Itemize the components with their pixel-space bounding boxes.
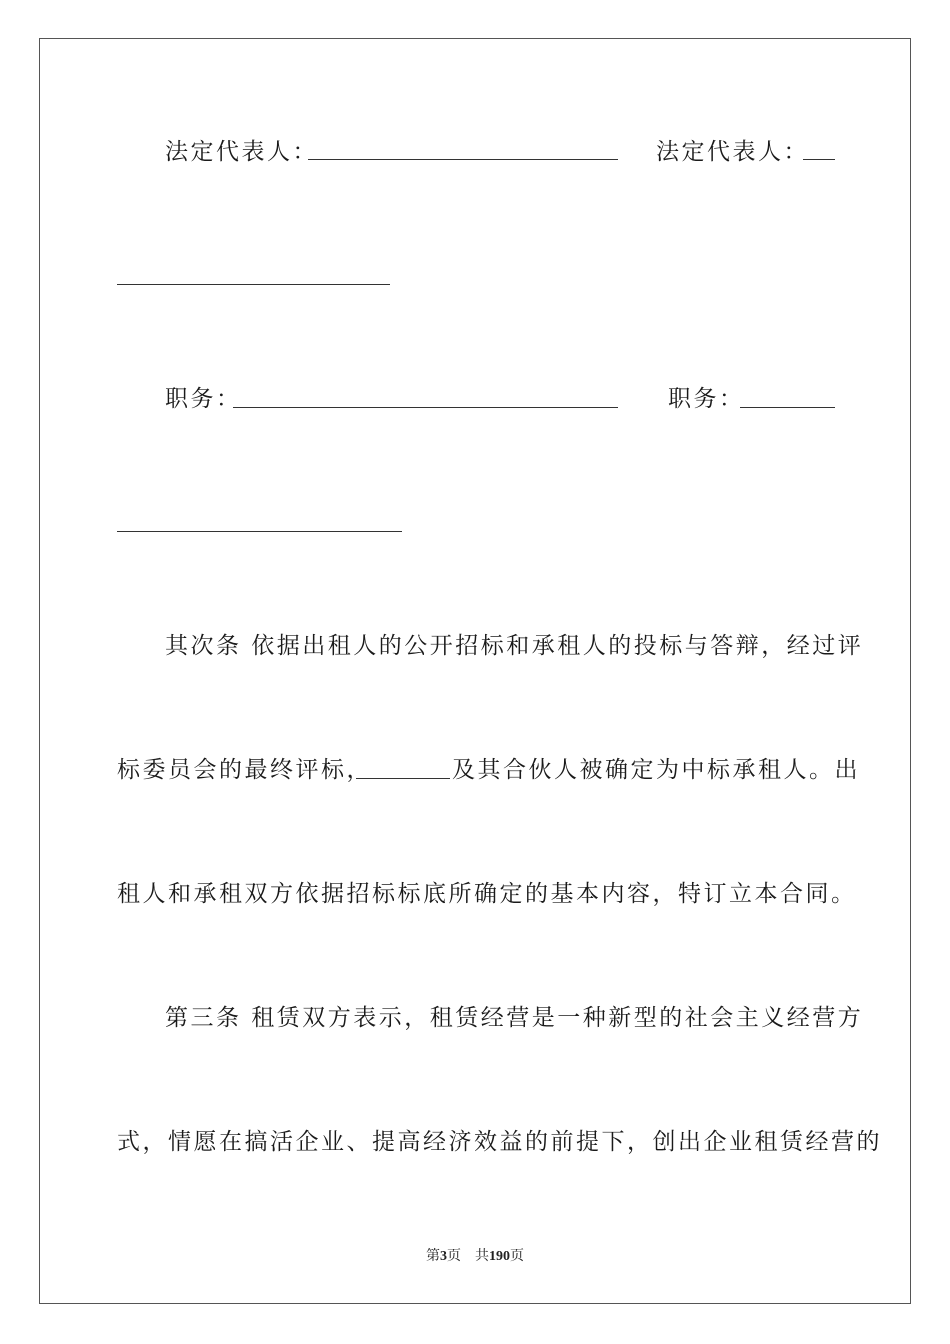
title-blank-left xyxy=(233,407,618,408)
winning-bidder-blank xyxy=(356,778,450,779)
title-label-left: 职务： xyxy=(165,386,242,412)
legal-rep-blank-right xyxy=(803,159,835,160)
page-border xyxy=(39,38,911,1304)
page-prefix: 第 xyxy=(426,1249,440,1264)
article2-line2-end: 及其合伙人被确定为中标承租人。出 xyxy=(452,757,860,783)
article3-line1: 第三条 租赁双方表示，租赁经营是一种新型的社会主义经营方 xyxy=(165,1005,864,1031)
article3-line2: 式，情愿在搞活企业、提高经济效益的前提下，创出企业租赁经营的 xyxy=(117,1129,882,1155)
legal-rep-label-left: 法定代表人： xyxy=(165,139,318,165)
article2-line2-start: 标委员会的最终评标， xyxy=(117,757,372,783)
title-label-right: 职务： xyxy=(668,386,745,412)
total-suffix: 页 xyxy=(510,1249,524,1264)
legal-rep-blank-left xyxy=(308,159,618,160)
title-blank-right-continued xyxy=(117,531,402,532)
article2-line3: 租人和承租双方依据招标标底所确定的基本内容，特订立本合同。 xyxy=(117,881,857,907)
total-prefix: 共 xyxy=(475,1249,489,1264)
page-suffix: 页 xyxy=(447,1249,461,1264)
page-footer xyxy=(0,1248,950,1266)
article2-line1: 其次条 依据出租人的公开招标和承租人的投标与答辩，经过评 xyxy=(165,633,864,659)
legal-rep-blank-right-continued xyxy=(117,284,390,285)
title-blank-right xyxy=(740,407,835,408)
page-number: 3 xyxy=(440,1249,447,1264)
total-pages: 190 xyxy=(489,1249,510,1264)
legal-rep-label-right: 法定代表人： xyxy=(656,139,809,165)
